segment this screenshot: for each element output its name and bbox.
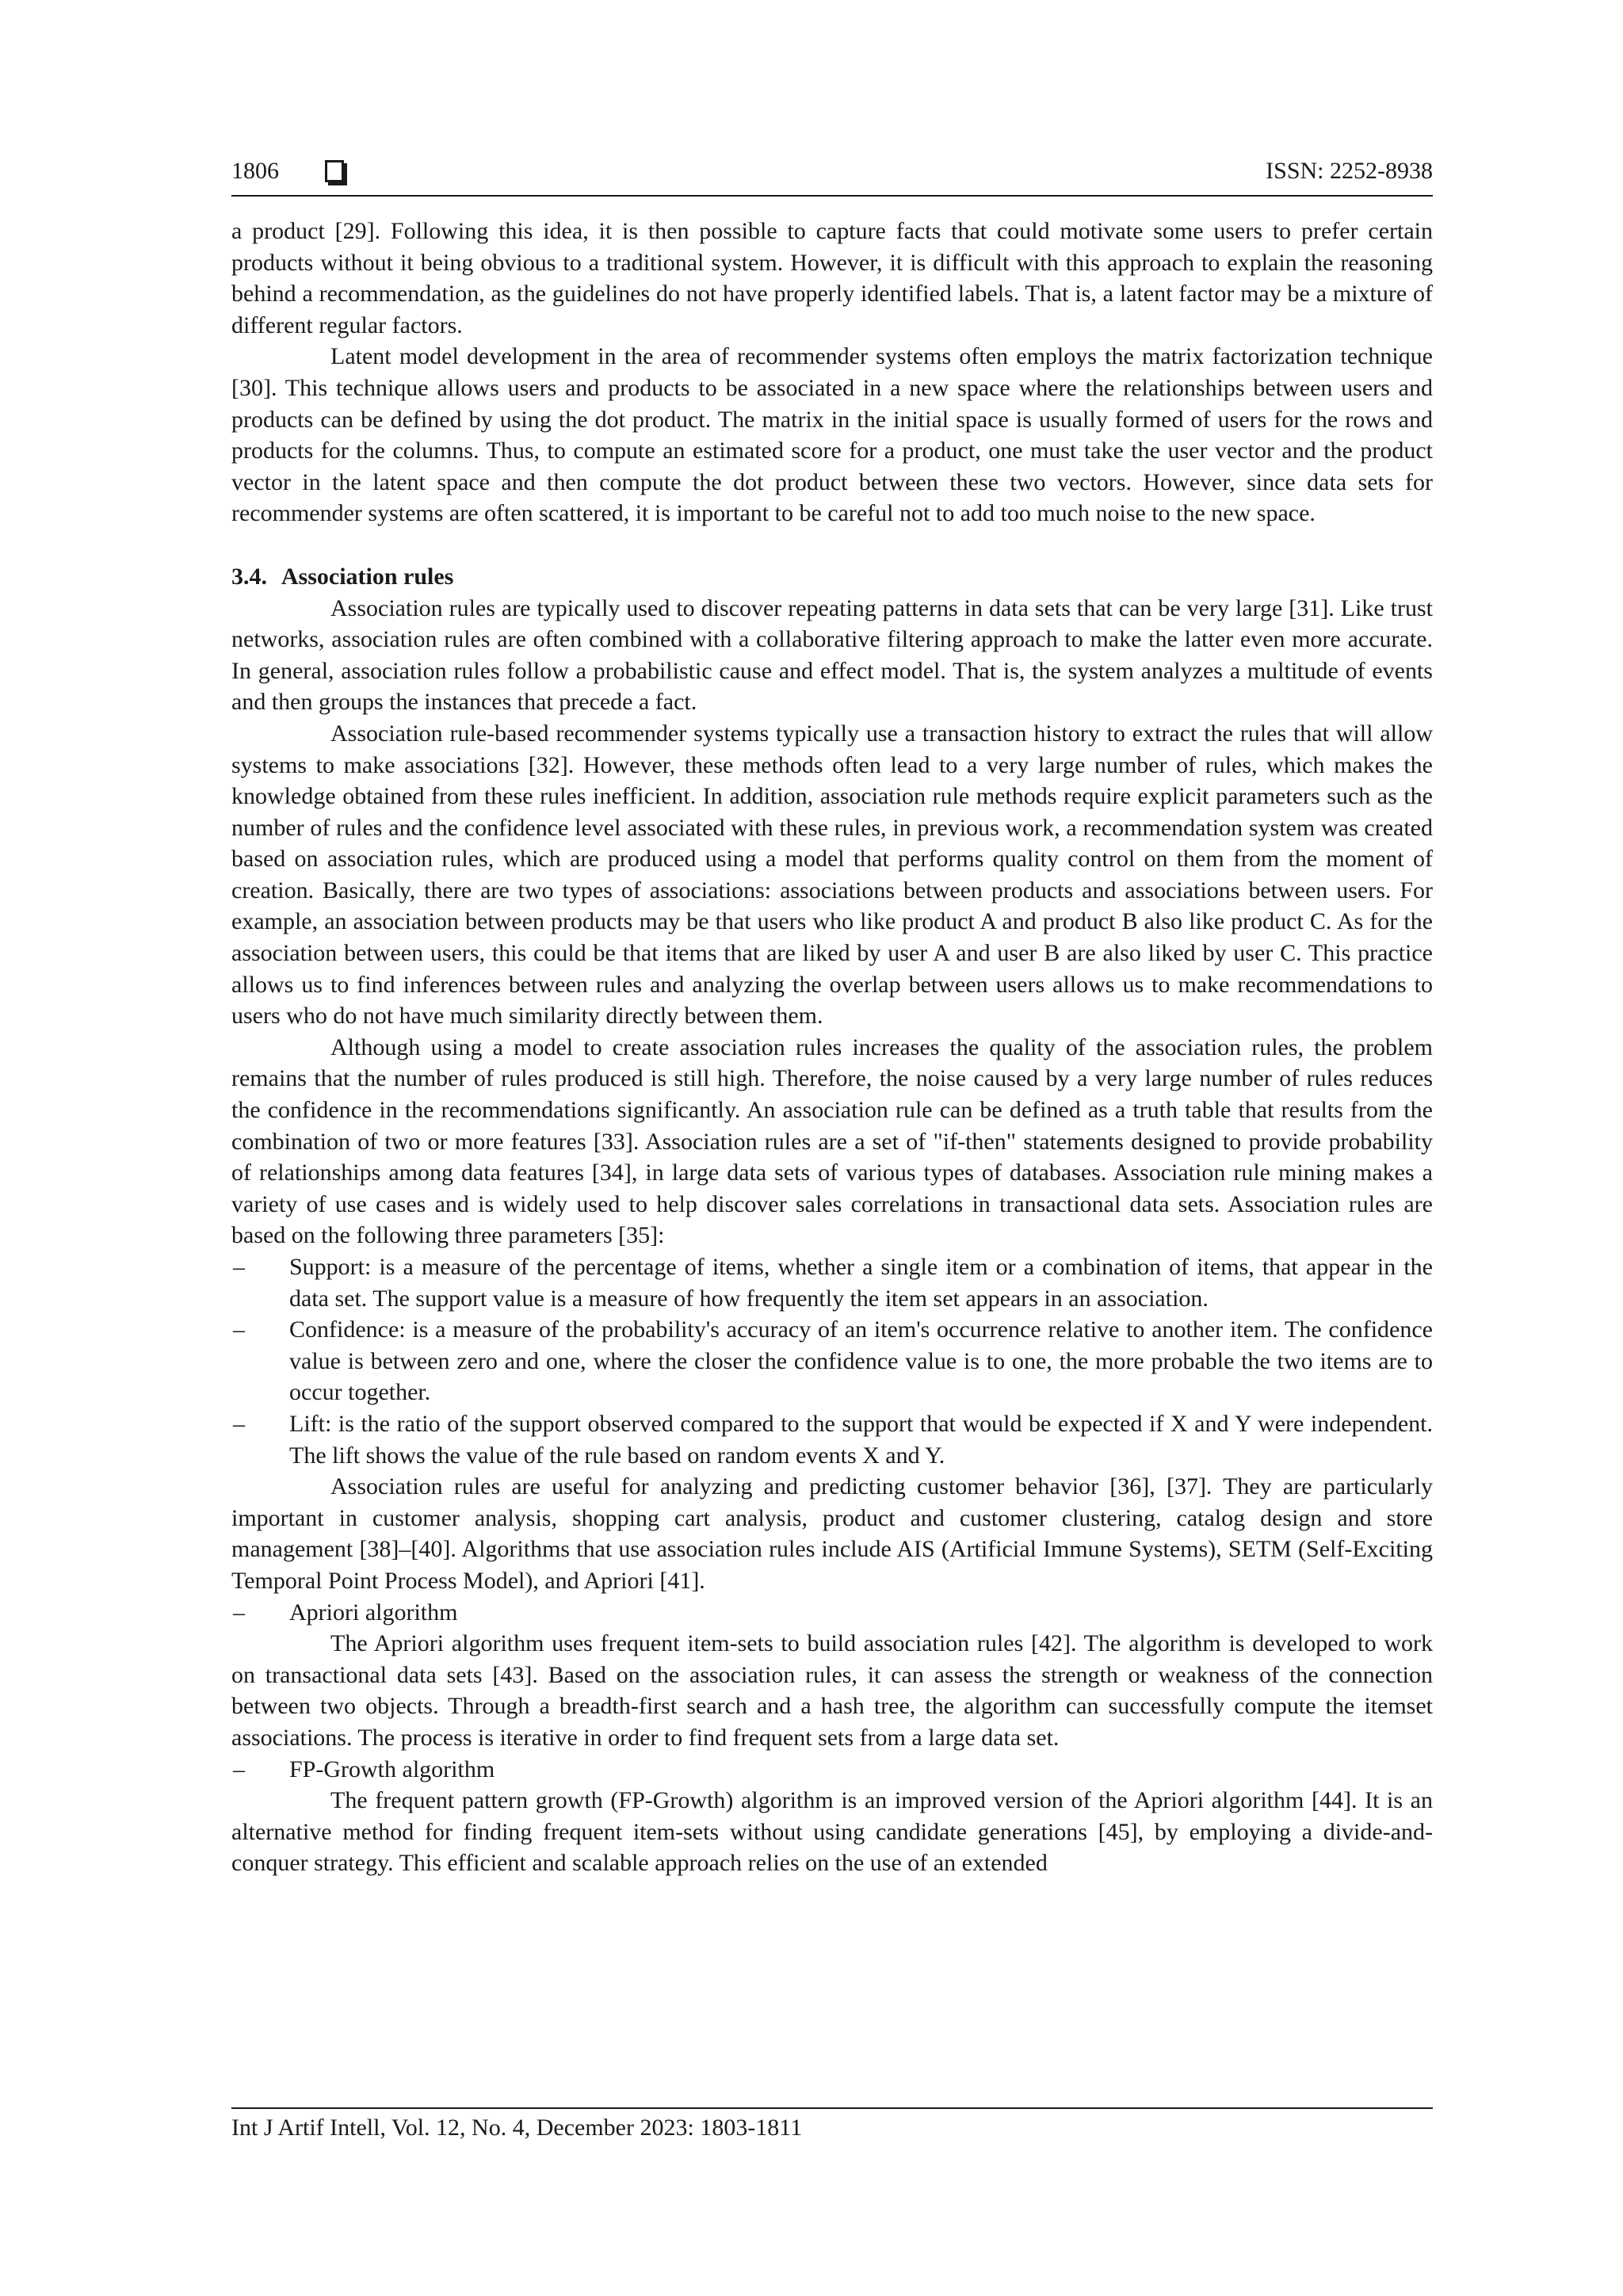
paragraph: a product [29]. Following this idea, it is then possible to capture facts that could motivate some users to prefer certain products without it being obvious to a traditional system. However, it is difficult with this approach to explain the reasoning behind a recommendation, as the guidelines do not have properly identified labels. That is, a latent factor may be a mixture of different regular factors. (231, 218, 1433, 338)
paragraph: Association rules are useful for analyzing and predicting customer behavior [36], [37]. They are particularly important in customer analysis, shopping cart analysis, product and customer clustering, catalog design and store management [38]–[40]. Algorithms that use association rules include AIS (Artificial Immune Systems), SETM (Self-Exciting Temporal Point Process Model), and Apriori [41]. (231, 1473, 1433, 1594)
dash-bullet: – (233, 1755, 245, 1782)
section-number: 3.4. (231, 563, 267, 590)
list-item-text: FP-Growth algorithm (289, 1755, 495, 1782)
list-item-lift (231, 1408, 1433, 1471)
dash-bullet: – (233, 1254, 245, 1280)
page-footer (231, 2107, 1433, 2144)
list-item-support (231, 1251, 1433, 1314)
list-item-text: Apriori algorithm (289, 1599, 458, 1626)
dash-bullet: – (233, 1599, 245, 1626)
section-title: Association rules (281, 563, 454, 590)
dash-bullet: – (233, 1316, 245, 1343)
paragraph: Association rules are typically used to discover repeating patterns in data sets that can be very large [31]. Like trust networks, association rules are often combined with a collaborative filtering approach to make the latter even more accurate. In general, association rules follow a probabilistic cause and effect model. That is, the system analyzes a multitude of events and then groups the instances that precede a fact. (231, 594, 1433, 716)
page-number: 1806 (231, 158, 279, 184)
paragraph: Although using a model to create association rules increases the quality of the association rules, the problem remains that the number of rules produced is still high. Therefore, the noise caused by a very large number of rules reduces the confidence in the recommendations significantly. An association rule can be defined as a truth table that results from the combination of two or more features [33]. Association rules are a set of "if-then" statements designed to provide probability of relationships among data features [34], in large data sets of various types of databases. Association rule mining makes a variety of use cases and is widely used to help discover sales correlations in transactional data sets. Association rules are based on the following three parameters [35]: (231, 1033, 1433, 1249)
paragraph: The Apriori algorithm uses frequent item-sets to build association rules [42]. The algorithm is developed to work on transactional data sets [43]. Based on the association rules, it can assess the strength or weakness of the connection between two objects. Through a breadth-first search and a hash tree, the algorithm can successfully compute the itemset associations. The process is iterative in order to find frequent sets from a large data set. (231, 1630, 1433, 1751)
dash-bullet: – (233, 1410, 245, 1437)
list-item-text: Support: is a measure of the percentage of items, whether a single item or a combination of items, that appear in the data set. The support value is a measure of how frequently the item set appears in an association. (289, 1254, 1433, 1312)
list-item-text: Lift: is the ratio of the support observed compared to the support that would be expected if X and Y were independent. The lift shows the value of the rule based on random events X and Y. (289, 1410, 1433, 1469)
square-bullet-icon (325, 160, 344, 182)
page-header (231, 155, 1433, 197)
list-item-text: Confidence: is a measure of the probability's accuracy of an item's occurrence relative to another item. The confidence value is between zero and one, where the closer the confidence value is to one, the more probable the two items are to occur together. (289, 1316, 1433, 1406)
list-item-confidence (231, 1314, 1433, 1408)
paragraph: Association rule-based recommender systems typically use a transaction history to extract the rules that will allow systems to make associations [32]. However, these methods often lead to a very large number of rules, which makes the knowledge obtained from these rules inefficient. In addition, association rule methods require explicit parameters such as the number of rules and the confidence level associated with these rules, in previous work, a recommendation system was created based on association rules, which are produced using a model that performs quality control on them from the moment of creation. Basically, there are two types of associations: associations between products and associations between users. For example, an association between products may be that users who like product A and product B also like product C. As for the association between users, this could be that items that are liked by user A and user B are also liked by user C. This practice allows us to find inferences between rules and analyzing the overlap between users allows us to make recommendations to users who do not have much similarity directly between them. (231, 720, 1433, 1030)
list-item-fpgrowth (231, 1754, 1433, 1786)
issn-label: ISSN: 2252-8938 (1266, 158, 1433, 184)
journal-citation: Int J Artif Intell, Vol. 12, No. 4, December 2023: 1803-1811 (231, 2115, 803, 2141)
section-heading (231, 561, 1433, 593)
body-text (231, 216, 1433, 1879)
paragraph: The frequent pattern growth (FP-Growth) algorithm is an improved version of the Apriori algorithm [44]. It is an alternative method for finding frequent item-sets without using candidate generations [45], by employing a divide-and-conquer strategy. This efficient and scalable approach relies on the use of an extended (231, 1787, 1433, 1877)
paragraph: Latent model development in the area of recommender systems often employs the matrix factorization technique [30]. This technique allows users and products to be associated in a new space where the relationships between users and products can be defined by using the dot product. The matrix in the initial space is usually formed of users for the rows and products for the columns. Thus, to compute an estimated score for a product, one must take the user vector and the product vector in the latent space and then compute the dot product between these two vectors. However, since data sets for recommender systems are often scattered, it is important to be careful not to add too much noise to the new space. (231, 343, 1433, 527)
list-item-apriori (231, 1597, 1433, 1629)
